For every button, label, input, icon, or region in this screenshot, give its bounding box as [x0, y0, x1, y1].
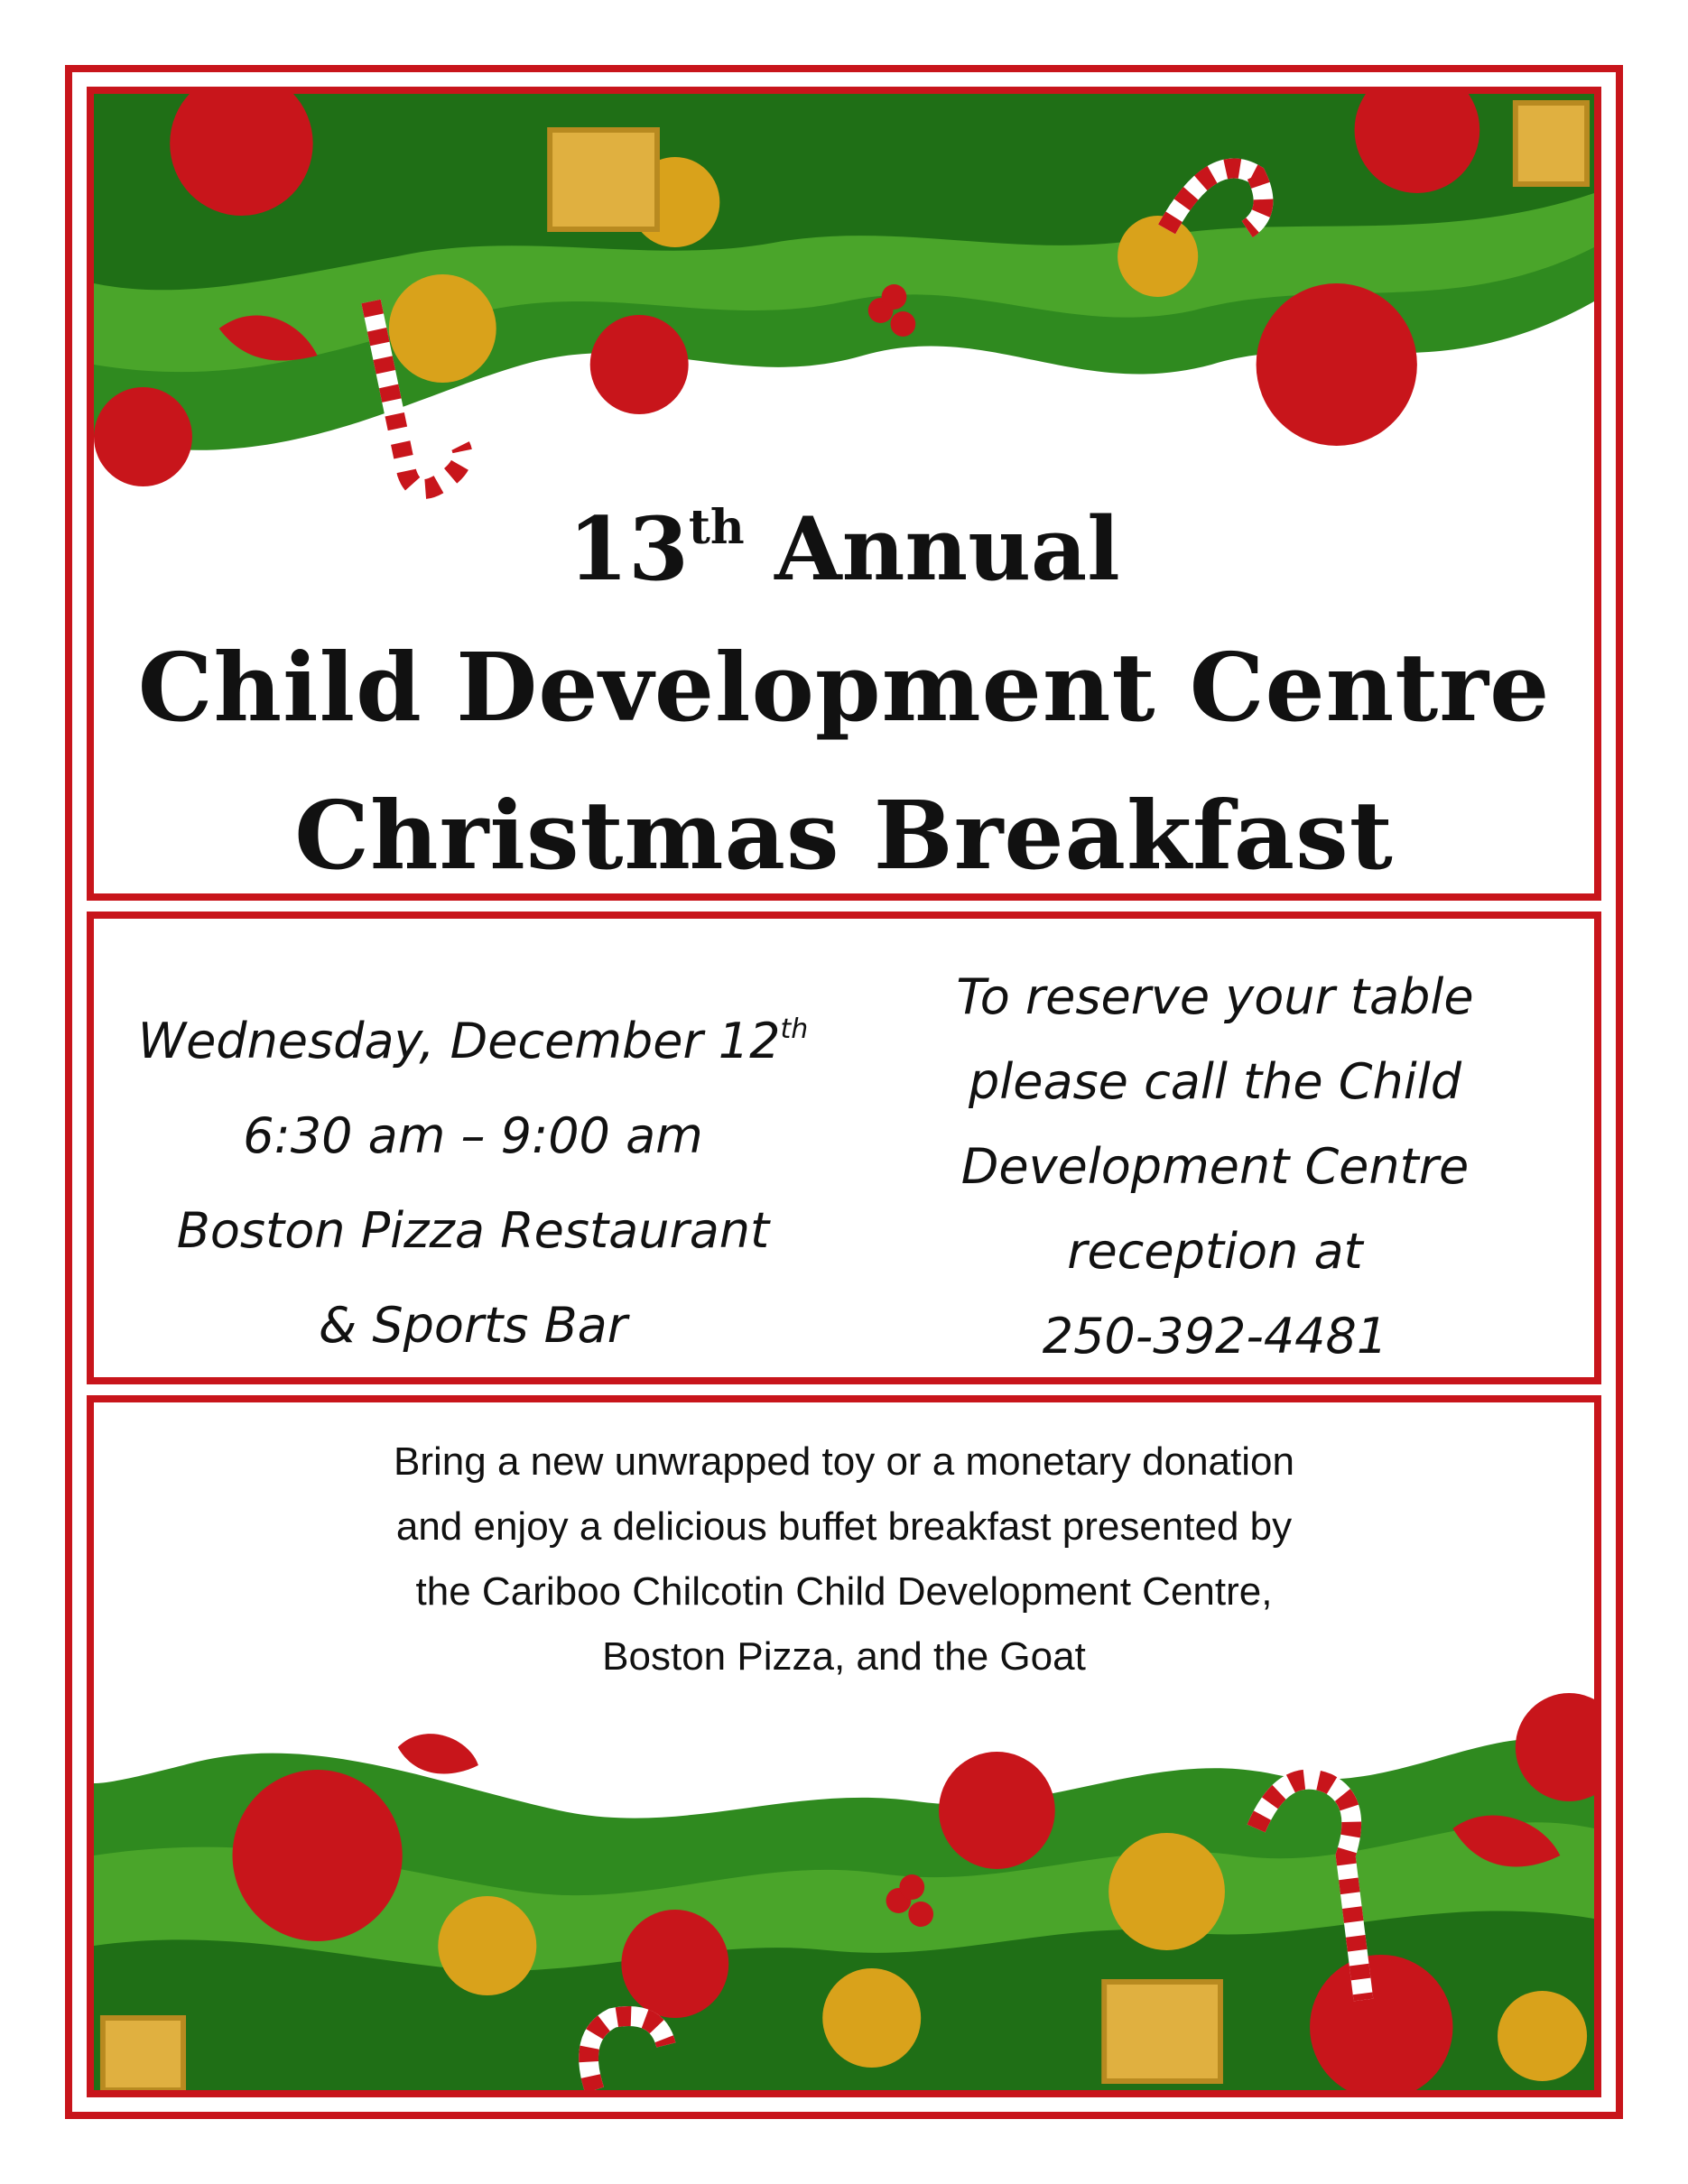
gold-ornament	[438, 1896, 536, 1995]
description-line: Bring a new unwrapped toy or a monetary donation	[394, 1439, 1294, 1484]
reservation-line: please call the Child	[968, 1053, 1462, 1110]
description-line: and enjoy a delicious buffet breakfast presented by	[395, 1504, 1293, 1549]
reservation-line: To reserve your table	[956, 968, 1474, 1025]
gold-ornament	[1498, 1991, 1587, 2081]
edition-suffix: th	[688, 500, 745, 555]
reservation-info	[872, 955, 1558, 1379]
date-suffix: th	[780, 1013, 809, 1045]
edition-number: 13	[568, 498, 689, 600]
venue-line: & Sports Bar	[319, 1297, 627, 1354]
gift-box	[103, 2018, 183, 2090]
pine-garland-bottom	[94, 1621, 1594, 2090]
gold-ornament	[389, 274, 496, 383]
event-date	[130, 982, 816, 1088]
organization-name: Child Development Centre	[137, 632, 1551, 743]
venue-line: Boston Pizza Restaurant	[176, 1202, 770, 1259]
red-ornament	[233, 1770, 403, 1941]
red-ornament	[1257, 283, 1417, 446]
reservation-line: reception at	[1067, 1223, 1363, 1280]
red-ornament	[590, 315, 689, 414]
edition-word: Annual	[774, 498, 1120, 600]
red-ornament	[621, 1910, 728, 2018]
details-panel	[87, 912, 1601, 1384]
description-line: Boston Pizza, and the Goat	[602, 1634, 1086, 1679]
gold-ornament	[1108, 1833, 1225, 1950]
red-bow	[398, 1734, 478, 1773]
event-edition	[94, 498, 1594, 600]
event-details	[130, 982, 816, 1373]
phone-number: 250-392-4481	[1042, 1308, 1388, 1365]
gift-box	[1516, 103, 1587, 184]
gift-box	[550, 130, 657, 229]
date-text: Wednesday, December 12	[137, 1013, 781, 1069]
flyer-frame	[65, 65, 1623, 2119]
gold-ornament	[1118, 216, 1198, 297]
gift-box	[1104, 1982, 1220, 2081]
reservation-line: Development Centre	[960, 1138, 1470, 1195]
blurb-panel	[87, 1395, 1601, 2097]
red-ornament	[94, 387, 192, 486]
title-panel	[87, 87, 1601, 901]
pine-garland-top	[94, 94, 1594, 518]
event-time: 6:30 am – 9:00 am	[243, 1107, 703, 1164]
gold-ornament	[822, 1968, 921, 2068]
description-line: the Cariboo Chilcotin Child Development Centre,	[415, 1569, 1273, 1614]
event-title: Christmas Breakfast	[294, 780, 1394, 891]
red-ornament	[939, 1752, 1055, 1869]
